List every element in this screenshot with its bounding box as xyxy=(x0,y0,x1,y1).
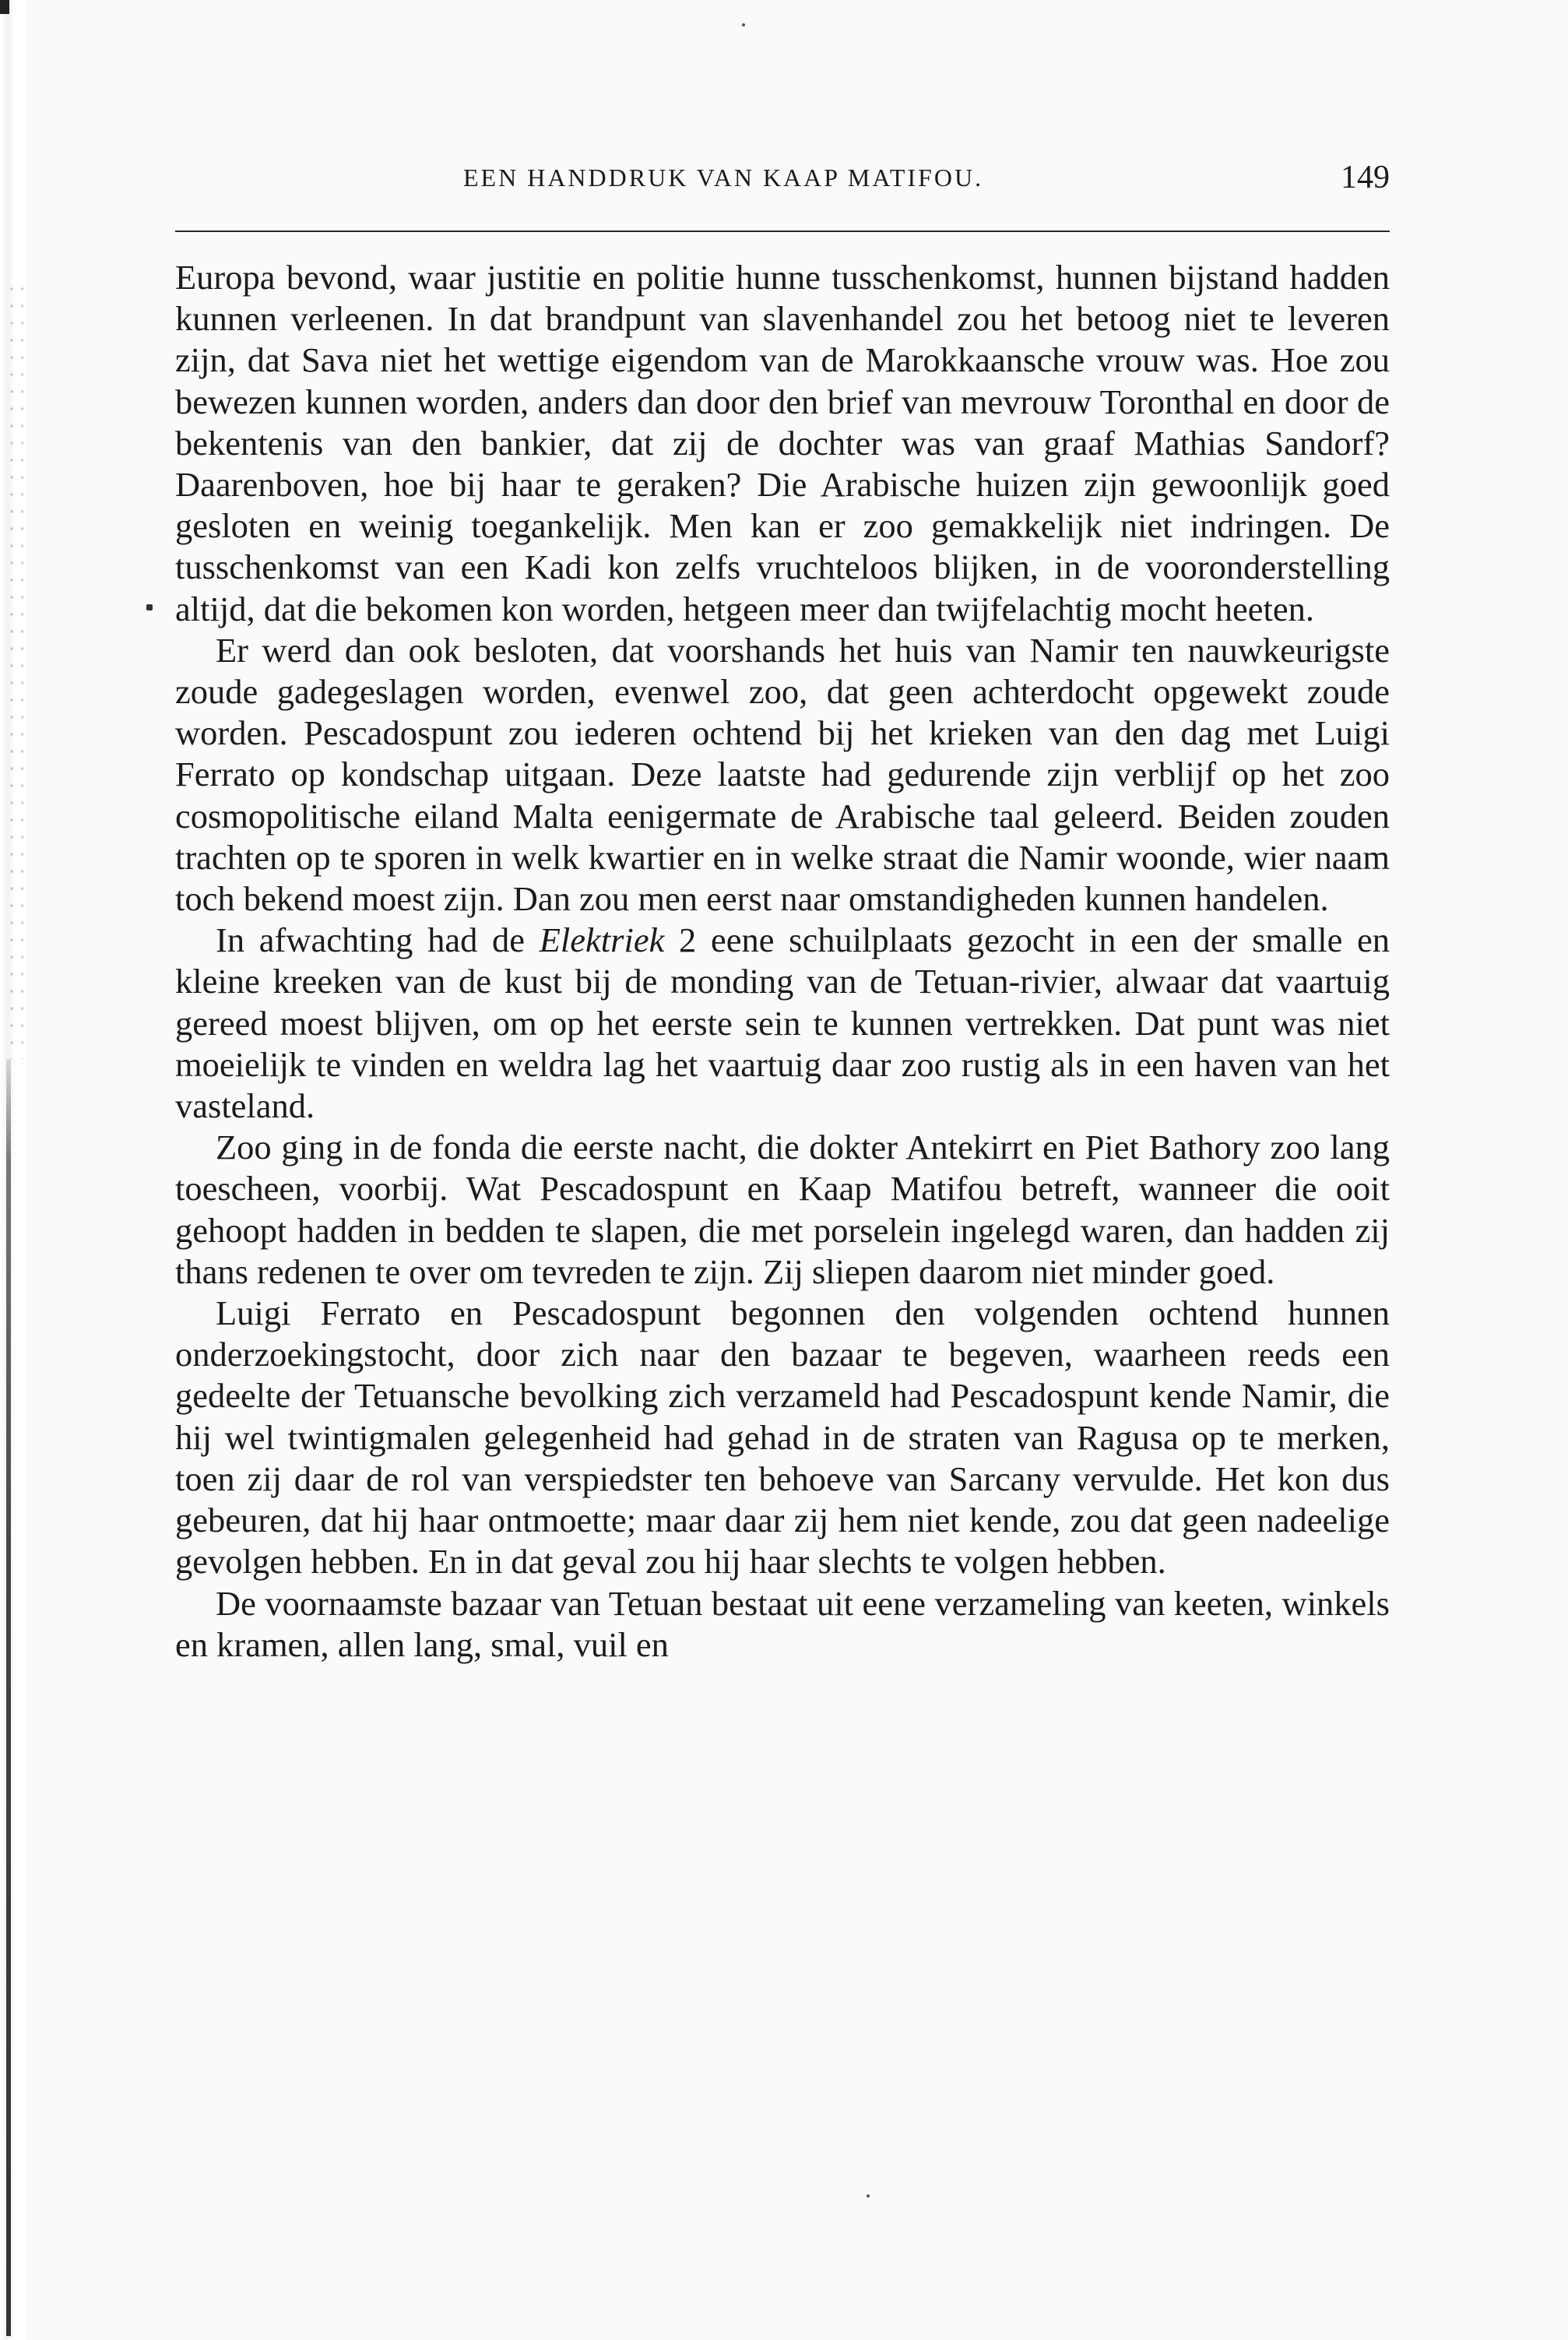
ship-name: Elektriek xyxy=(539,920,665,960)
binding-shadow-line xyxy=(6,1059,11,2336)
header-rule xyxy=(175,230,1390,232)
paragraph-3-start: In afwachting had de xyxy=(216,920,540,960)
paragraph-3 xyxy=(175,920,1390,1127)
page-body xyxy=(175,257,1390,2141)
speck xyxy=(867,2194,870,2197)
speck xyxy=(742,23,745,26)
paragraph-4: Zoo ging in de fonda die eerste nacht, die dokter Antekirrt en Piet Bathory zoo lang toescheen, voorbij. Wat Pescadospunt en Kaap Matifou betreft, wanneer die ooit gehoopt hadden in bedden te slapen, die met porselein ingelegd waren, dan hadden zij thans redenen te over om tevreden te zijn. Zij sliepen daarom niet minder goed. xyxy=(175,1128,1390,1291)
running-title: EEN HANDDRUK VAN KAAP MATIFOU. xyxy=(463,164,984,192)
paragraph-5: Luigi Ferrato en Pescadospunt begonnen den volgenden ochtend hunnen onderzoekingstocht, door zich naar den bazaar te begeven, waarheen reeds een gedeelte der Tetuansche bevolking zich verzameld had Pescadospunt kende Namir, die hij wel twintigmalen gelegenheid had gehad in de straten van Ragusa op te merken, toen zij daar de rol van verspiedster ten behoeve van Sarcany vervulde. Het kon dus gebeuren, dat hij haar ontmoette; maar daar zij hem niet kende, zou dat geen nadeelige gevolgen hebben. En in dat geval zou hij haar slechts te volgen hebben. xyxy=(175,1293,1390,1582)
page-number: 149 xyxy=(1341,160,1390,195)
paragraph-1: Europa bevond, waar justitie en politie hunne tusschenkomst, hunnen bijstand hadden kunnen verleenen. In dat brandpunt van slavenhandel zou het betoog niet te leveren zijn, dat Sava niet het wettige eigendom van de Marokkaansche vrouw was. Hoe zou bewezen kunnen worden, anders dan door den brief van mevrouw Toronthal en door de bekentenis van den bankier, dat zij de dochter was van graaf Mathias Sandorf? Daarenboven, hoe bij haar te geraken? Die Arabische huizen zijn gewoonlijk goed gesloten en weinig toegankelijk. Men kan er zoo gemakkelijk niet indringen. De tusschenkomst van een Kadi kon zelfs vruchteloos blijken, in de vooronderstelling altijd, dat die bekomen kon worden, hetgeen meer dan twijfelachtig mocht heeten. xyxy=(175,258,1390,628)
paragraph-3-rest: 2 eene schuilplaats gezocht in een der smalle en kleine kreeken van de kust bij de monding van de Tetuan-rivier, alwaar dat vaartuig gereed moest blijven, om op het eerste sein te kunnen vertrekken. Dat punt was niet moeielijk te vinden en weldra lag het vaartuig daar zoo rustig als in een haven van het vasteland. xyxy=(175,920,1390,1126)
paragraph-6: De voornaamste bazaar van Tetuan bestaat uit eene verzameling van keeten, winkels en kramen, allen lang, smal, vuil en xyxy=(175,1583,1390,1664)
corner-mark xyxy=(0,0,9,14)
page-header xyxy=(175,160,1390,210)
paragraph-2: Er werd dan ook besloten, dat voorshands het huis van Namir ten nauwkeurigste zoude gadegeslagen worden, evenwel zoo, dat geen achterdocht opgewekt zoude worden. Pescadospunt zou iederen ochtend bij het krieken van den dag met Luigi Ferrato op kondschap uitgaan. Deze laatste had gedurende zijn verblijf op het zoo cosmopolitische eiland Malta eenigermate de Arabische taal geleerd. Beiden zouden trachten op te sporen in welk kwartier en in welke straat die Namir woonde, wier naam toch bekend moest zijn. Dan zou men eerst naar omstandigheden kunnen handelen. xyxy=(175,630,1390,919)
margin-mark xyxy=(146,604,153,611)
binding-texture xyxy=(6,280,23,1059)
